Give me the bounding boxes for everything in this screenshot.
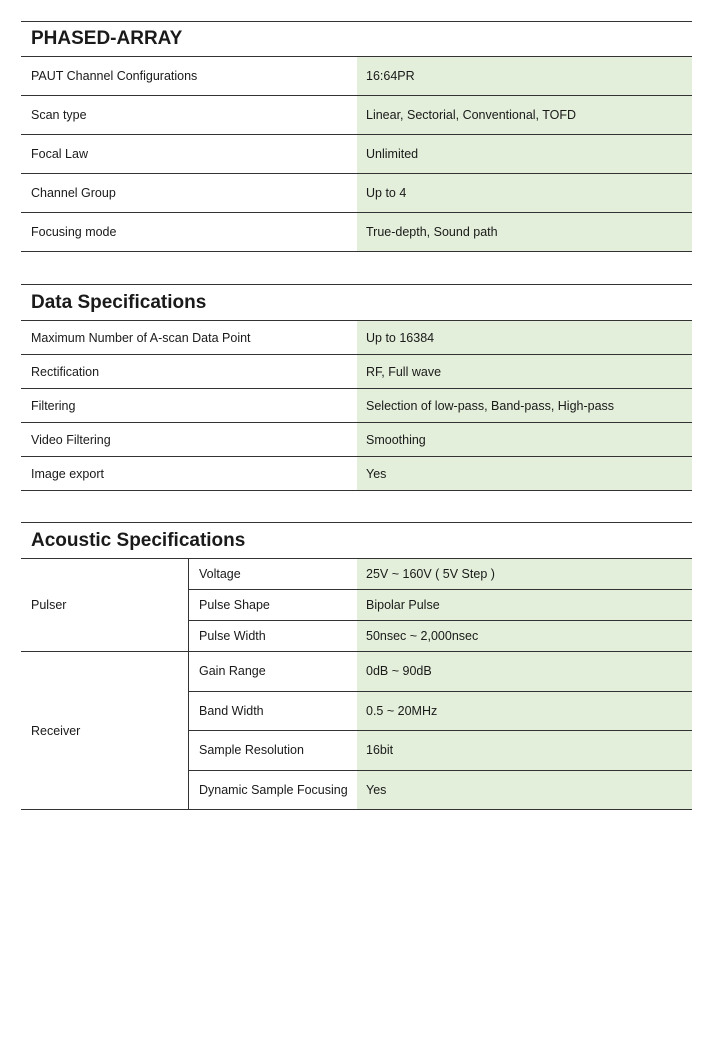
- table-row: [21, 135, 692, 174]
- row-label: Pulse Shape: [199, 598, 270, 612]
- row-label: Maximum Number of A-scan Data Point: [21, 321, 357, 354]
- table-row: [21, 423, 692, 457]
- pulser-rows: [189, 559, 692, 651]
- row-value: True-depth, Sound path: [357, 213, 692, 251]
- receiver-rows: [189, 652, 692, 809]
- row-value: 16:64PR: [357, 57, 692, 95]
- phased-array-section: [21, 21, 692, 252]
- row-label: Video Filtering: [21, 423, 357, 456]
- table-row: [21, 213, 692, 252]
- section-title-phased-array: PHASED-ARRAY: [21, 21, 692, 57]
- section-title-data-specifications: Data Specifications: [21, 284, 692, 321]
- row-value: 50nsec ~ 2,000nsec: [357, 621, 692, 651]
- table-row: [189, 559, 692, 590]
- pulser-group: [21, 559, 692, 652]
- row-label: Focusing mode: [21, 213, 357, 251]
- data-specifications-section: [21, 284, 692, 491]
- row-value: 16bit: [357, 731, 692, 770]
- group-label-receiver: Receiver: [21, 652, 189, 809]
- row-label: Dynamic Sample Focusing: [199, 782, 348, 797]
- row-label: Gain Range: [199, 664, 266, 679]
- row-label: Channel Group: [21, 174, 357, 212]
- row-value: 25V ~ 160V ( 5V Step ): [357, 559, 692, 589]
- row-value: Yes: [357, 457, 692, 490]
- table-row: [21, 96, 692, 135]
- table-row: [189, 621, 692, 651]
- row-value: Yes: [357, 771, 692, 810]
- table-row: [21, 57, 692, 96]
- row-label: Scan type: [21, 96, 357, 134]
- table-row: [189, 771, 692, 810]
- row-value: 0dB ~ 90dB: [357, 652, 692, 691]
- table-row: [21, 457, 692, 491]
- table-row: [189, 652, 692, 692]
- row-value: Up to 16384: [357, 321, 692, 354]
- row-value: RF, Full wave: [357, 355, 692, 388]
- table-row: [189, 731, 692, 771]
- row-value: 0.5 ~ 20MHz: [357, 692, 692, 731]
- row-label: Image export: [21, 457, 357, 490]
- table-row: [21, 174, 692, 213]
- table-row: [189, 590, 692, 621]
- row-label: Sample Resolution: [199, 743, 304, 758]
- row-label: Rectification: [21, 355, 357, 388]
- row-value: Smoothing: [357, 423, 692, 456]
- row-label: Band Width: [199, 703, 264, 718]
- section-title-acoustic-specifications: Acoustic Specifications: [21, 522, 692, 559]
- table-row: [21, 321, 692, 355]
- row-label: Voltage: [199, 567, 241, 581]
- row-value: Selection of low-pass, Band-pass, High-pass: [357, 389, 692, 422]
- row-value: Linear, Sectorial, Conventional, TOFD: [357, 96, 692, 134]
- row-label: Pulse Width: [199, 629, 266, 643]
- group-label-pulser: Pulser: [21, 559, 189, 651]
- table-row: [189, 692, 692, 732]
- row-label: Filtering: [21, 389, 357, 422]
- row-value: Unlimited: [357, 135, 692, 173]
- table-row: [21, 355, 692, 389]
- acoustic-specifications-section: [21, 522, 692, 810]
- row-label: Focal Law: [21, 135, 357, 173]
- row-value: Bipolar Pulse: [357, 590, 692, 620]
- row-value: Up to 4: [357, 174, 692, 212]
- table-row: [21, 389, 692, 423]
- row-label: PAUT Channel Configurations: [21, 57, 357, 95]
- receiver-group: [21, 652, 692, 810]
